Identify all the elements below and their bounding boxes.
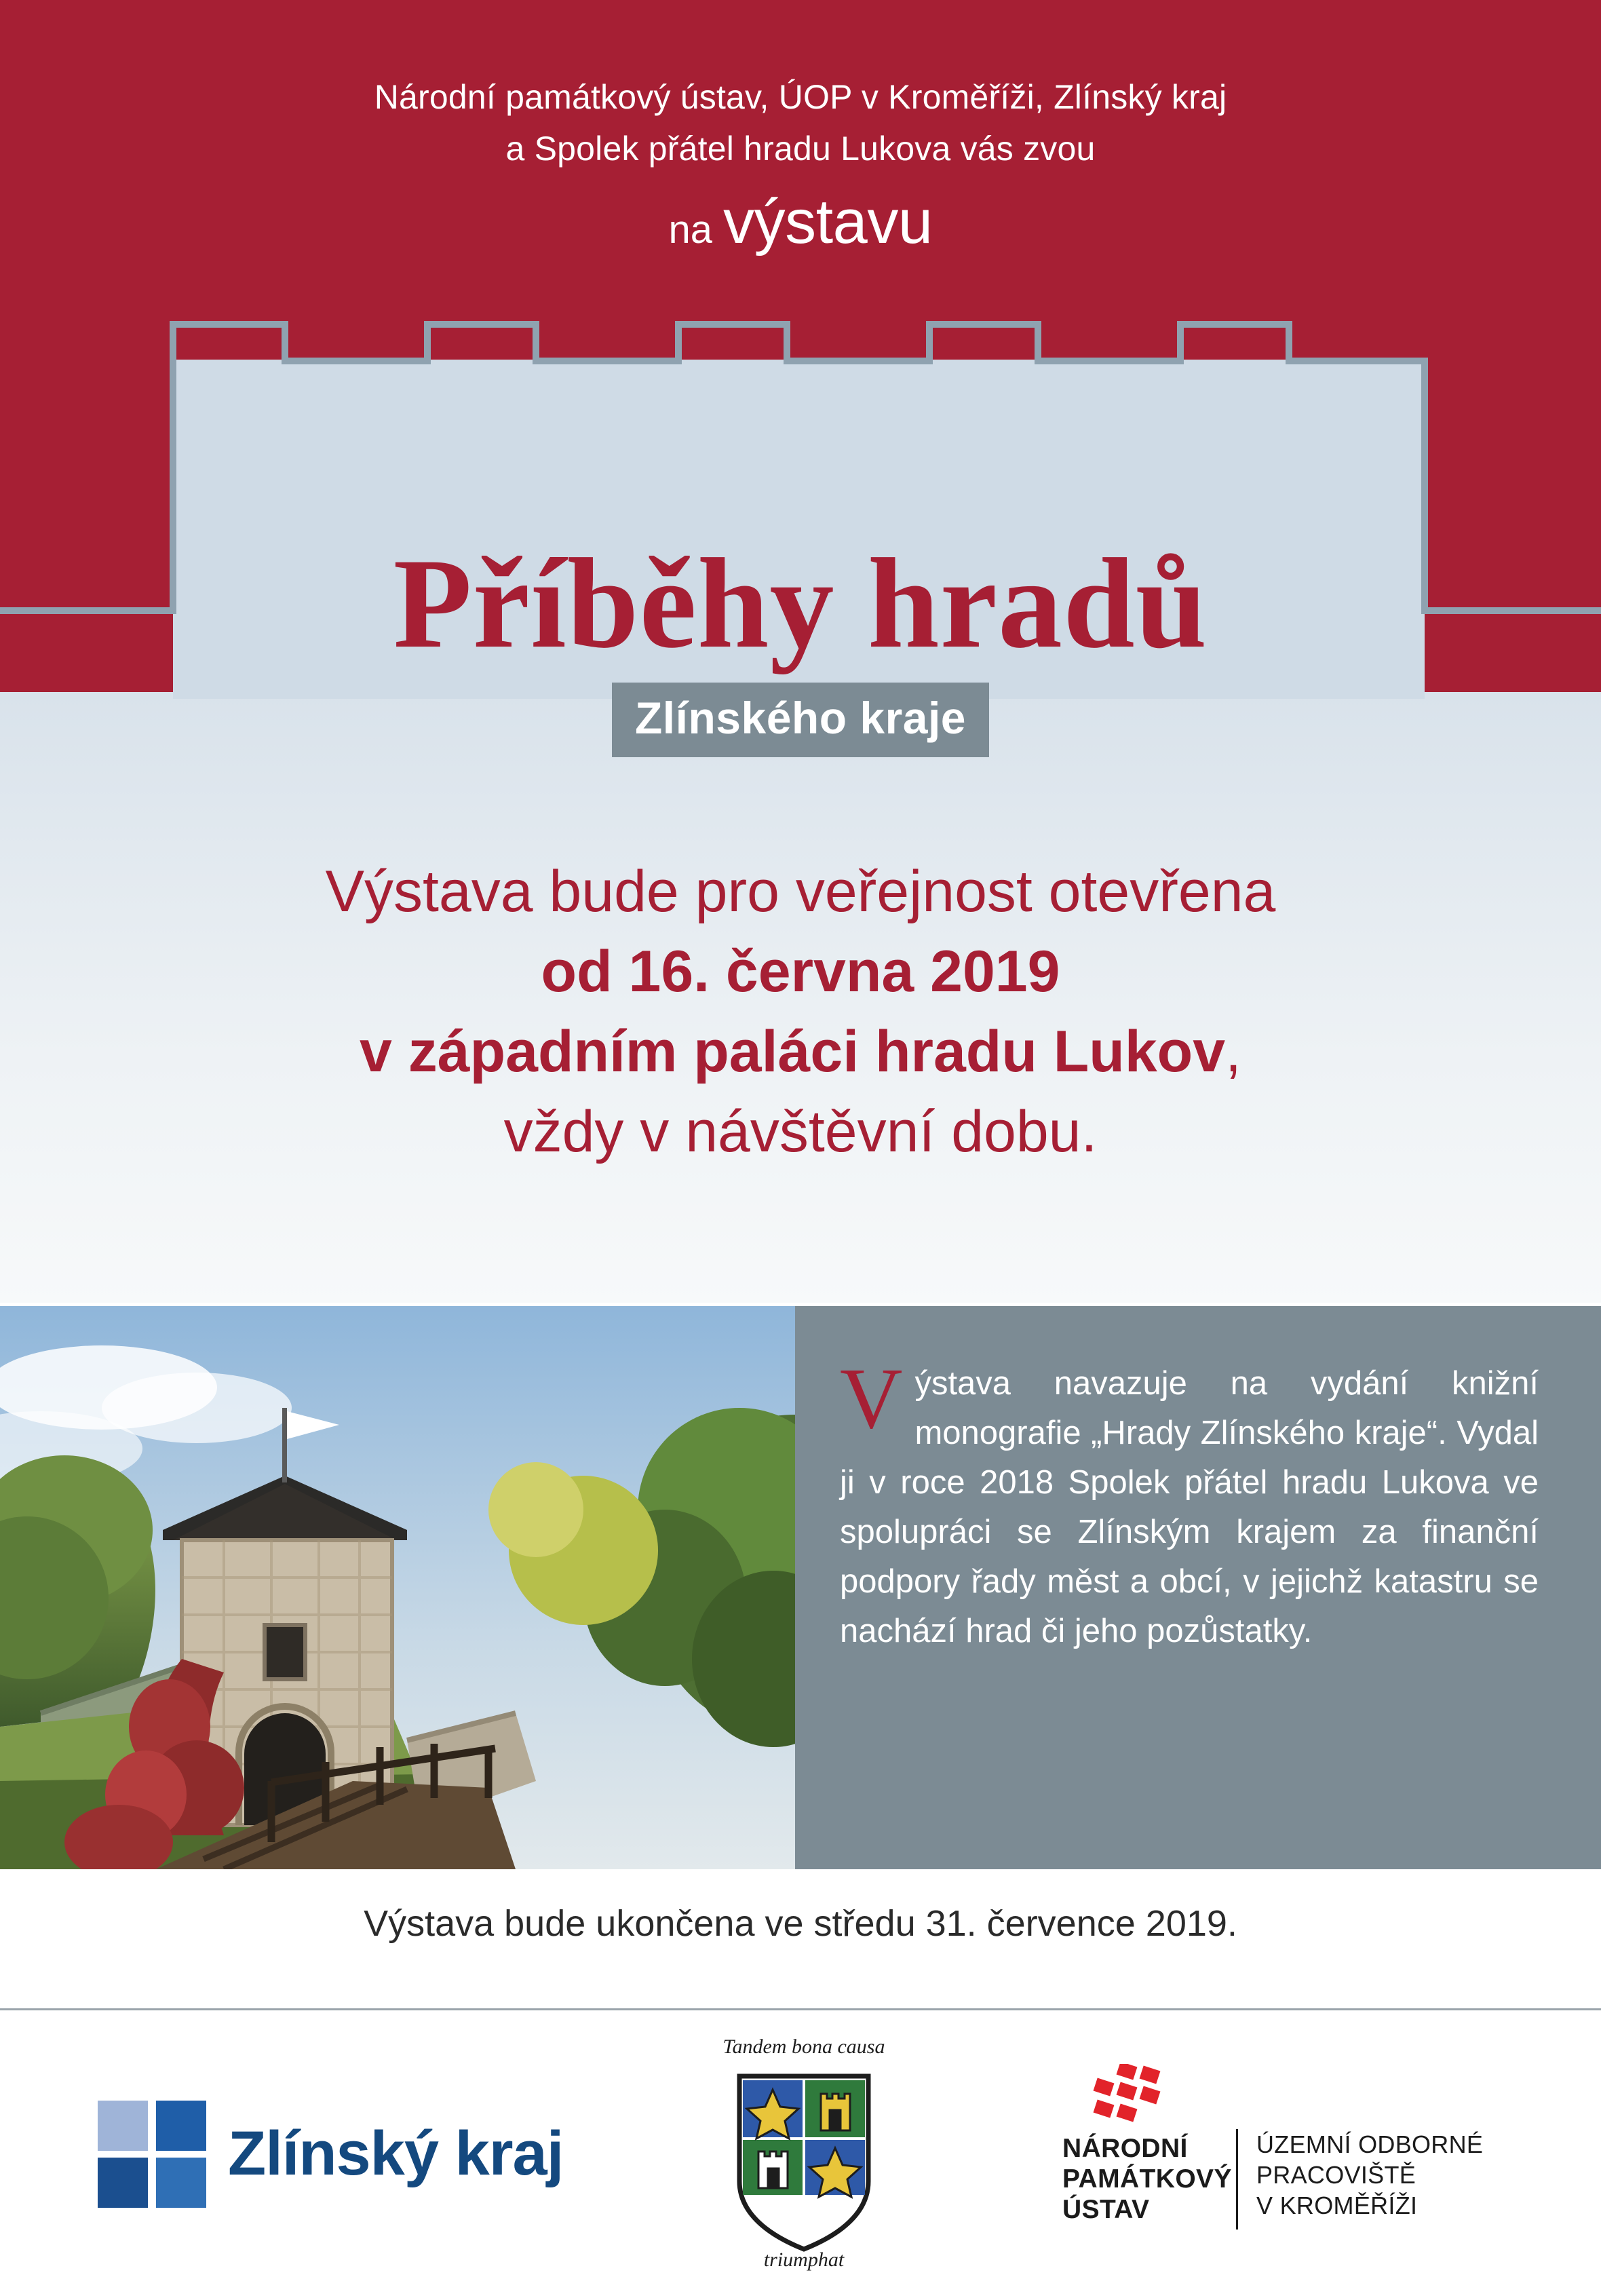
info-line-2: od 16. června 2019 — [541, 939, 1060, 1004]
info-line-4: vždy v návštěvní dobu. — [503, 1099, 1098, 1164]
article-text: ýstava navazuje na vydání knižní monografie „Hrady Zlínského kraje“. Vydal ji v roce 2018 Spolek přátel hradu Lukova ve spolupráci se Zlínským krajem za finanční podpory řady měst a obcí, v jejichž katastru se nachází hrad či jeho pozůstatky. — [840, 1365, 1539, 1649]
npu-divider — [1236, 2129, 1238, 2230]
npu-name-line-3: ÚSTAV — [1062, 2195, 1150, 2224]
crest-shield-icon — [692, 2035, 916, 2273]
article-panel — [795, 1306, 1601, 1869]
footer-logos — [0, 2008, 1601, 2296]
castle-photo — [0, 1306, 795, 1869]
npu-name — [1062, 2133, 1232, 2225]
info-line-1: Výstava bude pro veřejnost otevřena — [325, 859, 1276, 924]
zk-square-top-right-icon — [156, 2101, 206, 2151]
npu-sub-line-2: PRACOVIŠTĚ — [1256, 2161, 1416, 2189]
invitation-big-word: výstavu — [723, 187, 933, 256]
npu-sub-line-3: V KROMĚŘÍŽI — [1256, 2192, 1418, 2219]
zk-square-bottom-left-icon — [98, 2158, 148, 2208]
opening-info-block — [0, 852, 1601, 1172]
invitation-header — [0, 71, 1601, 259]
page-title: Příběhy hradů — [393, 533, 1208, 675]
media-band — [0, 1306, 1601, 1869]
page-subtitle: Zlínského kraje — [612, 683, 989, 757]
npu-name-line-2: PAMÁTKOVÝ — [1062, 2164, 1232, 2194]
zlinsky-kraj-logo — [88, 2095, 624, 2224]
castle-photo-image — [0, 1306, 795, 1869]
npu-logo — [1058, 2061, 1520, 2238]
npu-mark-icon — [1083, 2064, 1178, 2122]
zk-square-bottom-right-icon — [156, 2158, 206, 2208]
article-text-wrapper — [840, 1350, 1539, 1656]
article-dropcap: V — [840, 1350, 903, 1447]
zk-square-top-left-icon — [98, 2101, 148, 2151]
npu-department — [1256, 2129, 1483, 2221]
invitation-small-word: na — [668, 208, 712, 252]
lukov-crest-logo — [692, 2035, 916, 2273]
organizer-line-1: Národní památkový ústav, ÚOP v Kroměříži, Zlínský kraj — [374, 78, 1227, 116]
npu-name-line-1: NÁRODNÍ — [1062, 2134, 1188, 2163]
zlinsky-kraj-label: Zlínský kraj — [228, 2119, 564, 2188]
info-line-3-comma: , — [1225, 1019, 1241, 1084]
crest-motto-bottom: triumphat — [763, 2249, 845, 2271]
info-line-3 — [0, 1012, 1601, 1092]
info-line-3-venue: v západním paláci hradu Lukov — [360, 1019, 1226, 1084]
npu-sub-line-1: ÚZEMNÍ ODBORNÉ — [1256, 2130, 1484, 2158]
organizer-line-2: a Spolek přátel hradu Lukova vás zvou — [505, 130, 1096, 168]
crest-motto-top: Tandem bona causa — [722, 2035, 885, 2058]
closing-note: Výstava bude ukončena ve středu 31. července 2019. — [364, 1903, 1237, 1944]
title-block — [0, 533, 1601, 757]
invitation-line — [0, 187, 1601, 259]
